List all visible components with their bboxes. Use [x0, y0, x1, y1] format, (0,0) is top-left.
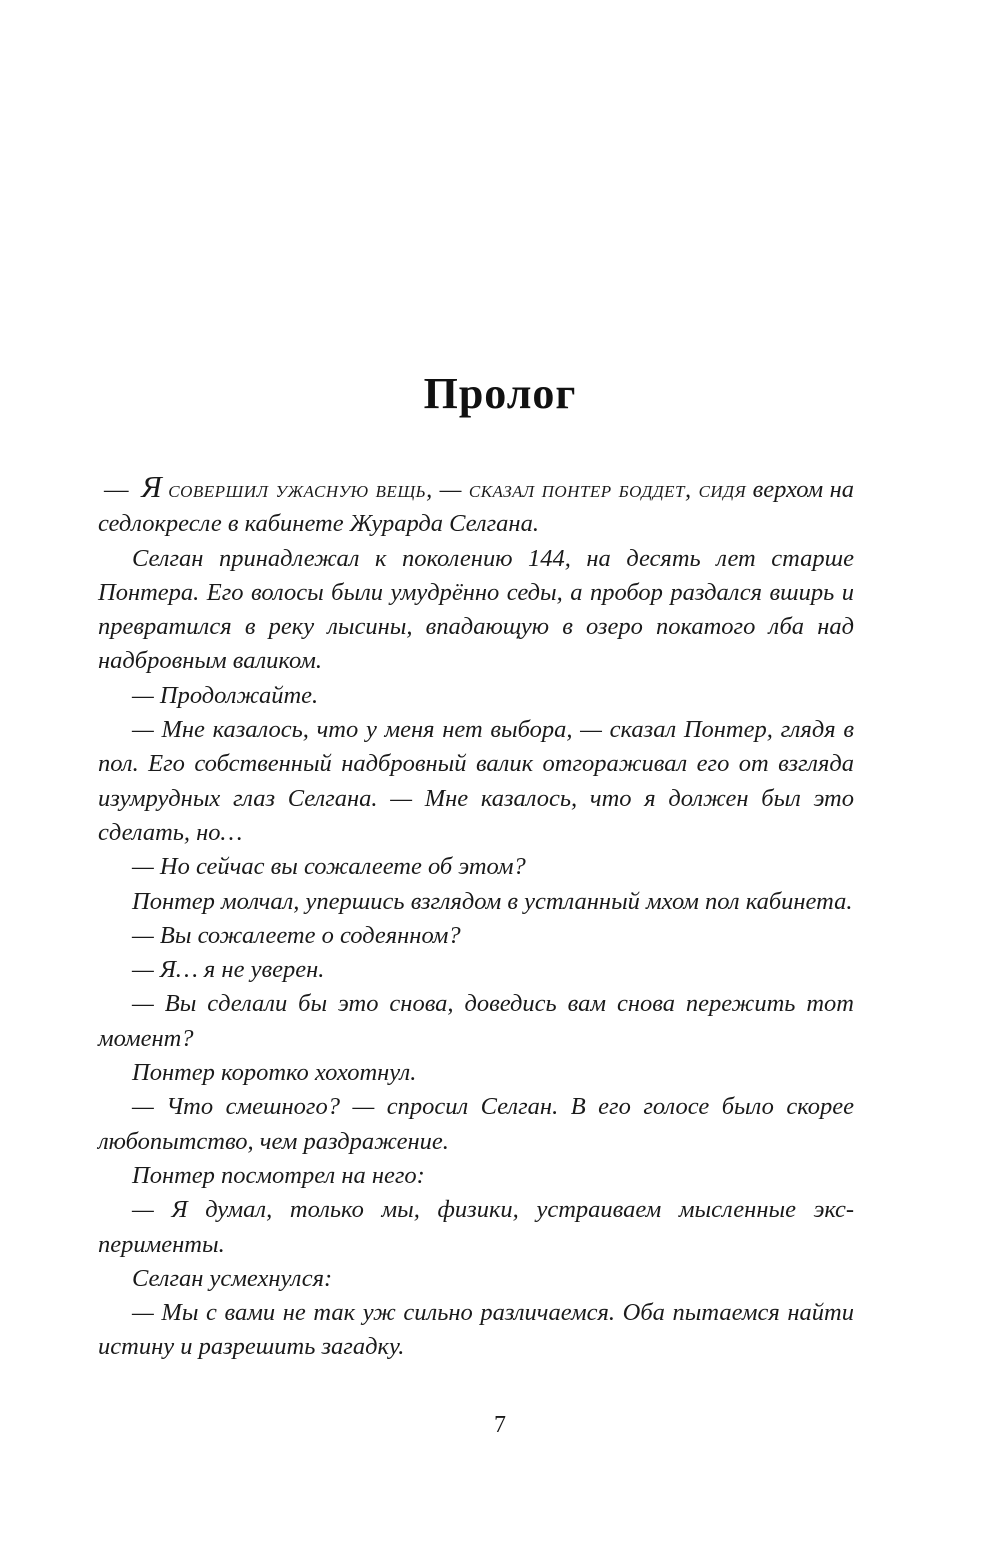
paragraph: — Продолжайте. [132, 681, 319, 709]
paragraph: — Мне казалось, что у меня нет выбора, — сказал Понтер, глядя в пол. Его собственный надбровный валик отгораживал его от взгляда изумрудных глаз Селгана. — Мне казалось, что я должен был это сделать, но… [98, 716, 854, 846]
opening-dash: — [104, 476, 129, 503]
paragraph: Понтер посмотрел на него: [132, 1161, 425, 1189]
paragraph: — Я думал, только мы, физики, устраиваем мысленные эксперименты. [98, 1196, 854, 1258]
paragraph: — Но сейчас вы сожалеете об этом? [132, 853, 526, 881]
opening-initial: Я [141, 469, 162, 504]
opening-paragraph [98, 470, 854, 542]
chapter-title: Пролог [423, 369, 577, 418]
paragraph: Понтер коротко хохотнул. [132, 1059, 417, 1087]
paragraph: Понтер молчал, упершись взглядом в устланный мхом пол кабинета. [132, 887, 853, 915]
paragraph: Селган принадлежал к поколению 144, на десять лет старше Понтера. Его волосы были умудрённо седы, а пробор раздался вширь и превратился в реку лысины, впадающую в озеро покатого лба над надбровным валиком. [98, 544, 854, 675]
paragraph: — Вы сожалеете о содеянном? [132, 921, 461, 949]
opening-smallcaps: совершил ужасную вещь, — сказал понтер боддет, сидя [168, 476, 747, 503]
page-number: 7 [494, 1412, 506, 1438]
paragraph: — Что смешного? — спросил Селган. В его голосе было скорее любопытство, чем раздражение. [98, 1093, 854, 1155]
paragraph: — Вы сделали бы это снова, доведись вам снова пережить тот момент? [98, 990, 854, 1052]
body-text [98, 470, 854, 1365]
paragraph: — Мы с вами не так уж сильно различаемся. Оба пытаемся найти истину и разрешить загадку. [98, 1299, 854, 1361]
opening-rest: верхом на седлокресле в кабинете Журарда Селгана. [98, 476, 855, 538]
paragraph: Селган усмехнулся: [132, 1264, 333, 1292]
paragraph: — Я… я не уверен. [132, 956, 325, 984]
